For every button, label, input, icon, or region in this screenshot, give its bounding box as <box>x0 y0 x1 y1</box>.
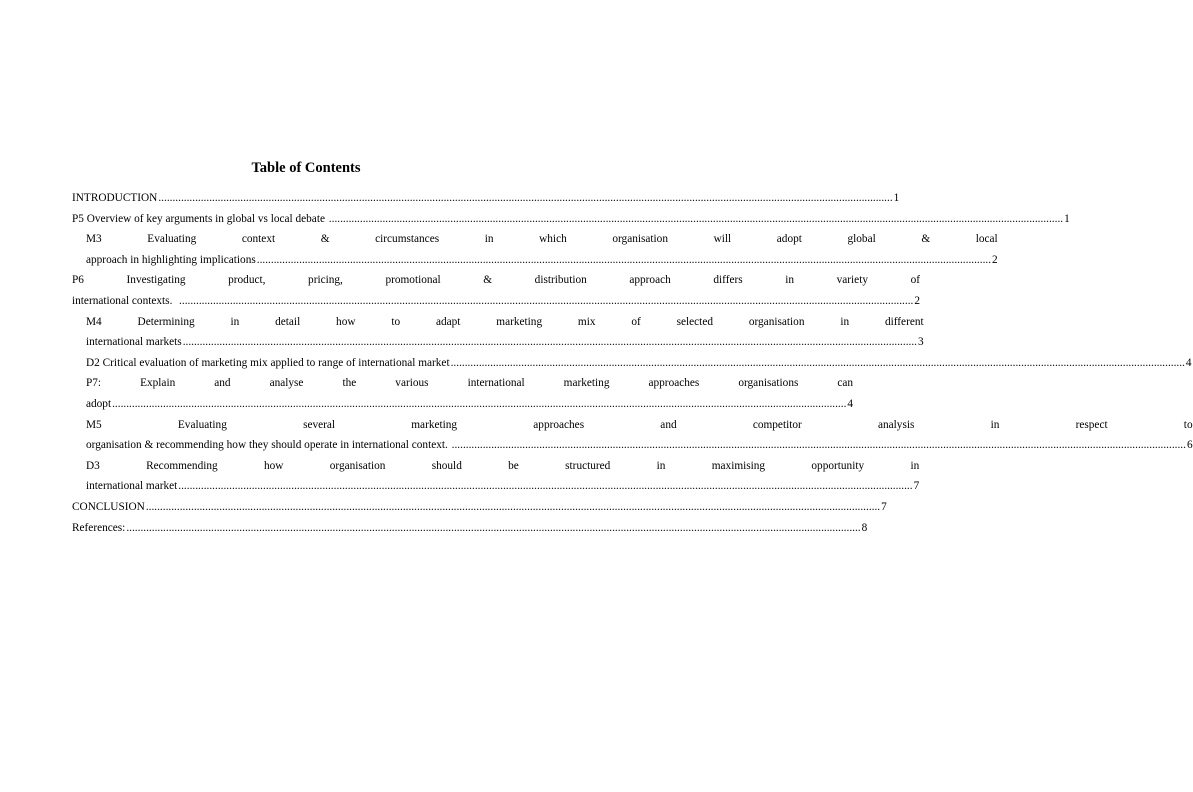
toc-entry-text: D2 Critical evaluation of marketing mix applied to range of international market <box>86 356 450 369</box>
toc-page-number: 7 <box>913 480 920 493</box>
toc-entry-m4[interactable] <box>72 312 924 353</box>
toc-entry-introduction[interactable] <box>72 188 900 209</box>
toc-entry-m3[interactable] <box>72 229 998 270</box>
toc-entry-text-line1: D3 Recommending how organisation should be structured in maximising opportunity in <box>86 459 920 472</box>
toc-entry-d3[interactable] <box>72 456 920 497</box>
toc-entry-text: international contexts. <box>72 294 179 307</box>
toc-leader-dots <box>146 497 880 518</box>
toc-entry-text-line1: M3 Evaluating context & circumstances in which organisation will adopt global & local <box>86 233 998 246</box>
table-of-contents <box>72 188 1193 538</box>
toc-entry-p6[interactable] <box>72 270 920 311</box>
toc-leader-dots <box>183 332 917 353</box>
toc-entry-p5[interactable] <box>72 209 1070 230</box>
toc-entry-p7[interactable] <box>72 373 854 414</box>
toc-leader-dots <box>451 353 1185 374</box>
toc-leader-dots <box>452 435 1186 456</box>
toc-entry-m5[interactable] <box>72 415 1193 456</box>
toc-leader-dots <box>179 291 913 312</box>
toc-page-number: 2 <box>992 253 998 266</box>
toc-entry-d2[interactable] <box>72 353 1192 374</box>
toc-title: Table of Contents <box>251 160 361 176</box>
toc-entry-text-line1: M5 Evaluating several marketing approaches and competitor analysis in respect to <box>86 418 1193 431</box>
toc-entry-text: References: <box>72 521 126 534</box>
toc-leader-dots <box>112 394 846 415</box>
toc-page-number: 4 <box>1185 356 1192 369</box>
toc-entry-text: INTRODUCTION <box>72 192 158 204</box>
toc-leader-dots <box>257 250 991 271</box>
toc-leader-dots <box>178 476 912 497</box>
toc-page-number: 4 <box>847 397 854 410</box>
toc-entry-text: CONCLUSION <box>72 500 145 513</box>
toc-entry-text: P5 Overview of key arguments in global vs local debate <box>72 212 328 225</box>
toc-entry-text: approach in highlighting implications <box>86 253 256 266</box>
toc-entry-conclusion[interactable] <box>72 497 887 518</box>
toc-entry-text: organisation & recommending how they should operate in international context. <box>86 439 451 452</box>
toc-page-number: 3 <box>917 336 924 349</box>
toc-entry-text-line1: P7: Explain and analyse the various international marketing approaches organisations can <box>86 377 854 390</box>
toc-leader-dots <box>126 518 860 539</box>
toc-page-number: 2 <box>914 294 920 307</box>
toc-page-number: 6 <box>1186 439 1193 452</box>
toc-entry-text: adopt <box>86 397 112 410</box>
toc-entry-text: international markets <box>86 336 182 349</box>
toc-entry-text-line1: P6 Investigating product, pricing, promotional & distribution approach differs in variety of <box>72 274 920 287</box>
toc-entry-text-line1: M4 Determining in detail how to adapt marketing mix of selected organisation in different <box>86 315 924 328</box>
toc-leader-dots <box>329 209 1063 230</box>
toc-entry-text: international market <box>86 480 178 493</box>
toc-page-number: 1 <box>1064 212 1070 225</box>
toc-page-number: 1 <box>893 192 900 204</box>
toc-entry-references[interactable] <box>72 518 868 539</box>
toc-page-number: 8 <box>861 521 868 534</box>
toc-page-number: 7 <box>881 500 887 513</box>
toc-leader-dots <box>158 188 892 209</box>
